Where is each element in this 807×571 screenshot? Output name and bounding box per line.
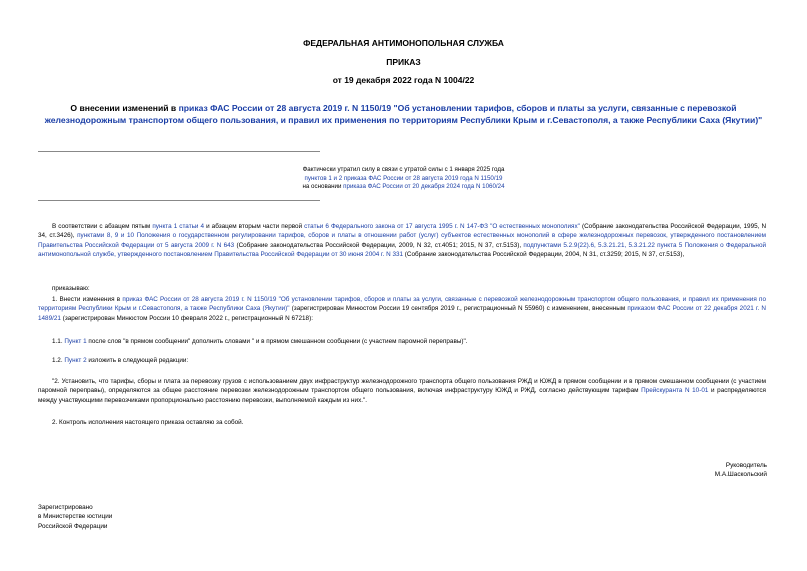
preamble-text: В соответствии с абзацем пятым (52, 223, 153, 230)
item-1-1-paragraph (38, 337, 766, 346)
signature-block (715, 461, 767, 479)
link-order-1489-21[interactable]: приказом ФАС России от 22 декабря 2021 г. N 1489/21 (38, 305, 766, 322)
doc-title (40, 103, 767, 126)
link-tariff-10-01[interactable]: Прейскуранта N 10-01 (641, 387, 709, 395)
item-1-paragraph (38, 295, 766, 323)
doc-type: ПРИКАЗ (386, 57, 421, 67)
registration-block (38, 503, 112, 531)
item-text: изложить в следующей редакции: (86, 357, 189, 364)
divider-top (38, 151, 320, 152)
preamble-text: и абзацем вторым части первой (204, 223, 305, 230)
divider-bottom (38, 200, 320, 201)
status-note-line3-prefix: на основании (302, 183, 344, 191)
agency-name: ФЕДЕРАЛЬНАЯ АНТИМОНОПОЛЬНАЯ СЛУЖБА (303, 38, 504, 48)
link-regulation-331[interactable]: подпунктами 5.2.9(22).6, 5.3.21.21, 5.3.21.22 пункта 5 Положения о Федеральной антимонопольной службе, утвержденного постановлением Правительства Российской Федерации от 30 июня 2004 г. N 331 (38, 241, 767, 258)
status-note-line1: Фактически утратил силу в связи с утратой силы с 1 января 2025 года (302, 166, 505, 173)
link-order-1150-19[interactable]: приказ ФАС России от 28 августа 2019 г. N 1150/19 "Об установлении тарифов, сборов и платы за услуги, связанные с перевозкой железнодорожным транспортом общего пользования, и правил их применения по территориям Республики Крым и г.Севастополя, а также Республики Саха (Якутии)" (38, 296, 766, 313)
link-law-article-6[interactable]: статьи 6 Федерального закона от 17 августа 1995 г. N 147-ФЗ "О естественных монополиях" (304, 223, 580, 230)
quote-text: и распределяются между участвующими перевозчиками пропорционально расстоянию перевозки, выполняемой каждым из них.". (38, 387, 766, 404)
link-law-article-4[interactable]: пункта 1 статьи 4 (152, 223, 205, 230)
link-point-2[interactable]: Пункт 2 (64, 357, 87, 364)
doc-date-number: от 19 декабря 2022 года N 1004/22 (332, 75, 475, 85)
preamble-paragraph (38, 222, 766, 259)
preamble-text: (Собрание законодательства Российской Федерации, 2004, N 31, ст.3259; 2015, N 37, ст.5153), (403, 250, 685, 258)
item-1-2-paragraph (38, 356, 766, 365)
status-note-link2[interactable]: приказа ФАС России от 20 декабря 2024 года N 1060/24 (343, 183, 505, 191)
preamble-text: (Собрание законодательства Российской Федерации, 2009, N 32, ст.4051; 2015, N 37, ст.5153), (234, 241, 524, 249)
item-text: 1.2. (52, 357, 65, 364)
quoted-amendment (38, 377, 766, 405)
link-regulation-643[interactable]: пунктами 8, 9 и 10 Положения о государственном регулировании тарифов, сборов и платы в отношении работ (услуг) субъектов естественных монополий в сфере железнодорожных перевозок, утвержденного постановлением Правительства Российской Федерации от 5 августа 2009 г. N 643 (38, 232, 766, 249)
signatory-name: М.А.Шаскольский (714, 471, 767, 479)
registration-line1: Зарегистрировано (38, 504, 93, 511)
registration-line2: в Министерстве юстиции (38, 513, 113, 521)
item-text: (зарегистрирован Минюстом России 19 сентября 2019 г., регистрационный N 55960) с изменением, внесенным (289, 305, 628, 313)
title-order-link[interactable]: приказ ФАС России от 28 августа 2019 г. N 1150/19 "Об установлении тарифов, сборов и платы за услуги, связанные с перевозкой железнодорожным транспортом общего пользования, и правил их применения по территориям Республики Крым и г.Севастополя, а также Республики Саха (Якутии)" (44, 103, 763, 125)
quote-text: "2. Установить, что тарифы, сборы и плата за перевозку грузов с использованием двух инфраструктур железнодорожного транспорта общего пользования РЖД и ЮЖД в прямом сообщении и в прямом смешанном сообщении (с участием паромной переправы), определяются за общее расстояние перевозки железнодорожным транспортом общего пользования, включая инфраструктуру ЮЖД и РЖД, согласно действующим тарифам (38, 378, 766, 395)
item-text: после слов "в прямом сообщении" дополнить словами " и в прямом смешанном сообщении (с участием паромной переправы)". (86, 338, 468, 345)
preamble-text: (Собрание законодательства Российской Федерации, 1995, N 34, ст.3426), (38, 223, 767, 240)
signatory-position: Руководитель (725, 462, 767, 469)
item-text: 1. Внести изменения в (52, 296, 123, 303)
status-note (0, 166, 807, 192)
item-2-paragraph: 2. Контроль исполнения настоящего приказа оставляю за собой. (52, 419, 244, 426)
item-text: (зарегистрирован Минюстом России 10 февраля 2022 г., регистрационный N 67218): (60, 314, 313, 322)
status-note-link1[interactable]: пунктов 1 и 2 приказа ФАС России от 28 августа 2019 года N 1150/19 (304, 174, 503, 182)
title-prefix: О внесении изменений в (70, 103, 179, 113)
link-point-1[interactable]: Пункт 1 (64, 338, 87, 345)
order-word: приказываю: (52, 285, 90, 292)
registration-line3: Российской Федерации (38, 522, 108, 530)
item-text: 1.1. (52, 338, 65, 345)
